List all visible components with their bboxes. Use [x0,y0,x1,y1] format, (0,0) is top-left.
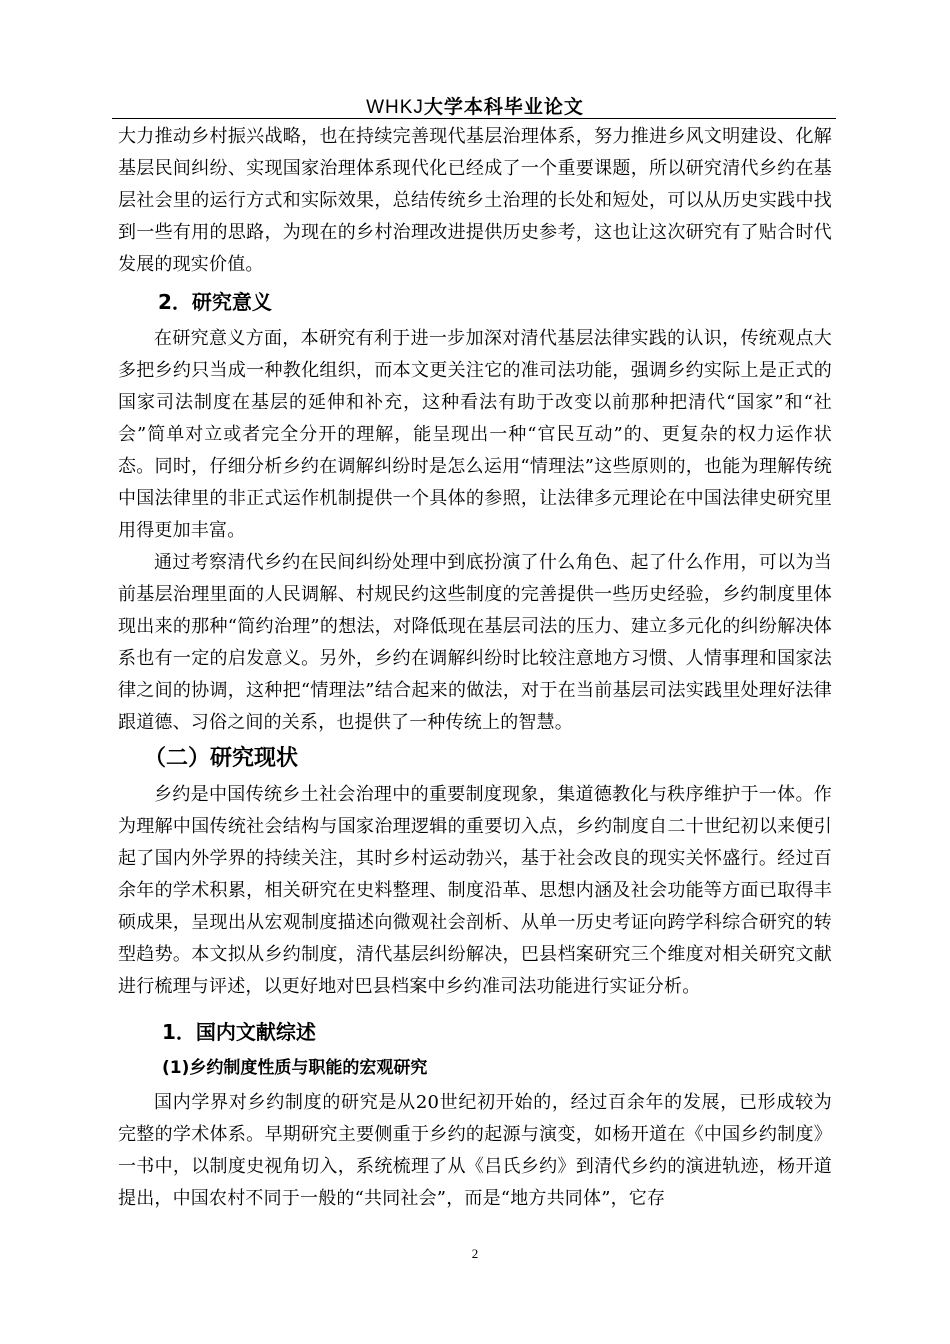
heading-macro-research: (1)乡约制度性质与职能的宏观研究 [162,1058,428,1078]
document-body [118,121,832,1215]
header-latin: WHKJ [366,97,424,118]
page-number: 2 [471,1246,479,1261]
header-title: 大学本科毕业论文 [423,96,584,118]
paragraph-continued: 大力推动乡村振兴战略，也在持续完善现代基层治理体系，努力推进乡风文明建设、化解基层民间纠纷、实现国家治理体系现代化已经成了一个重要课题，所以研究清代乡约在基层社会里的运行方式和实际效果，总结传统乡土治理的长处和短处，可以从历史实践中找到一些有用的思路，为现在的乡村治理改进提供历史参考，这也让这次研究有了贴合时代发展的现实价值。 [118,126,832,275]
heading-domestic-literature: 1．国内文献综述 [162,1020,316,1044]
paragraph: 通过考察清代乡约在民间纠纷处理中到底扮演了什么角色、起了什么作用，可以为当前基层治理里面的人民调解、村规民约这些制度的完善提供一些历史经验，乡约制度里体现出来的那种“简约治理”的想法，对降低现在基层司法的压力、建立多元化的纠纷解决体系也有一定的启发意义。另外，乡约在调解纠纷时比较注意地方习惯、人情事理和国家法律之间的协调，这种把“情理法”结合起来的做法，对于在当前基层司法实践里处理好法律跟道德、习俗之间的关系，也提供了一种传统上的智慧。 [118,552,832,733]
paragraph: 国内学界对乡约制度的研究是从20世纪初开始的，经过百余年的发展，已形成较为完整的学术体系。早期研究主要侧重于乡约的起源与演变，如杨开道在《中国乡约制度》一书中，以制度史视角切入，系统梳理了从《吕氏乡约》到清代乡约的演进轨迹，杨开道提出，中国农村不同于一般的“共同社会”，而是“地方共同体”，它存 [118,1092,832,1209]
heading-research-significance: 2．研究意义 [158,290,272,314]
page-header [0,94,950,121]
paragraph: 在研究意义方面，本研究有利于进一步加深对清代基层法律实践的认识，传统观点大多把乡约只当成一种教化组织，而本文更关注它的准司法功能，强调乡约实际上是正式的国家司法制度在基层的延伸和补充，这种看法有助于改变以前那种把清代“国家”和“社会”简单对立或者完全分开的理解，能呈现出一种“官民互动”的、更复杂的权力运作状态。同时，仔细分析乡约在调解纠纷时是怎么运用“情理法”这些原则的，也能为理解传统中国法律里的非正式运作机制提供一个具体的参照，让法律多元理论在中国法律史研究里用得更加丰富。 [118,328,832,541]
heading-research-status: （二）研究现状 [144,746,299,771]
paragraph: 乡约是中国传统乡土社会治理中的重要制度现象，集道德教化与秩序维护于一体。作为理解中国传统社会结构与国家治理逻辑的重要切入点，乡约制度自二十世纪初以来便引起了国内外学界的持续关注，其时乡村运动勃兴，基于社会改良的现实关怀盛行。经过百余年的学术积累，相关研究在史料整理、制度沿革、思想内涵及社会功能等方面已取得丰硕成果，呈现出从宏观制度描述向微观社会剖析、从单一历史考证向跨学科综合研究的转型趋势。本文拟从乡约制度，清代基层纠纷解决，巴县档案研究三个维度对相关研究文献进行梳理与评述，以更好地对巴县档案中乡约准司法功能进行实证分析。 [118,784,832,997]
header-rule [112,118,836,119]
